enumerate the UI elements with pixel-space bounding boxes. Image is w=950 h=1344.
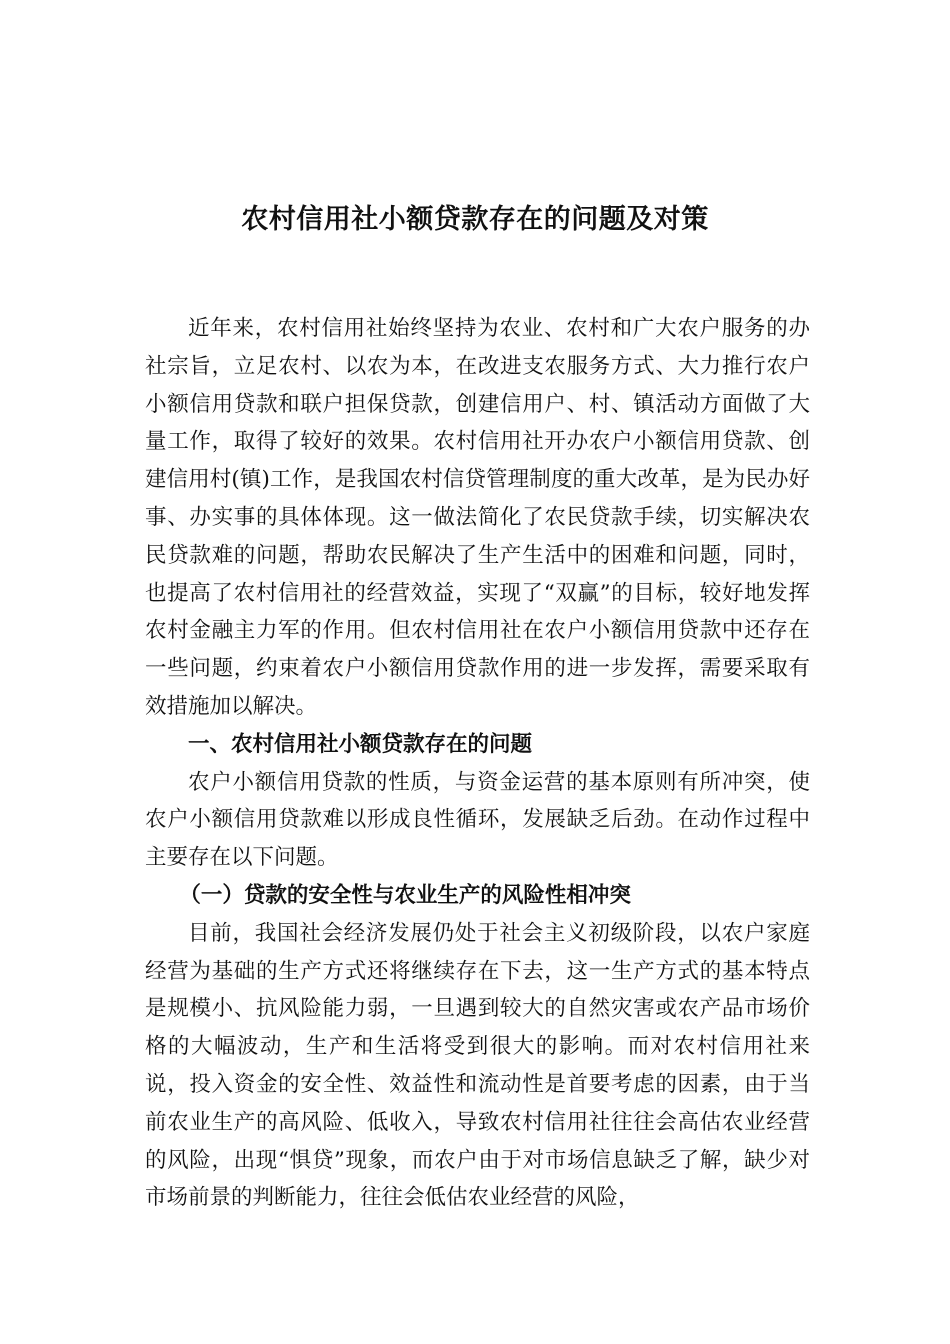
- document-body: [145, 310, 810, 1217]
- section-heading-1: 一、农村信用社小额贷款存在的问题: [188, 731, 533, 757]
- section-1-paragraph: 农户小额信用贷款的性质，与资金运营的基本原则有所冲突，使农户小额信用贷款难以形成良性循环，发展缺乏后劲。在动作过程中主要存在以下问题。: [145, 769, 810, 871]
- intro-paragraph: 近年来，农村信用社始终坚持为农业、农村和广大农户服务的办社宗旨，立足农村、以农为本，在改进支农服务方式、大力推行农户小额信用贷款和联户担保贷款，创建信用户、村、镇活动方面做了大量工作，取得了较好的效果。农村信用社开办农户小额信用贷款、创建信用村(镇)工作，是我国农村信贷管理制度的重大改革，是为民办好事、办实事的具体体现。这一做法简化了农民贷款手续，切实解决农民贷款难的问题，帮助农民解决了生产生活中的困难和问题，同时，也提高了农村信用社的经营效益，实现了“双赢”的目标，较好地发挥农村金融主力军的作用。但农村信用社在农户小额信用贷款中还存在一些问题，约束着农户小额信用贷款作用的进一步发挥，需要采取有效措施加以解决。: [145, 316, 810, 719]
- subsection-heading-1: （一）贷款的安全性与农业生产的风险性相冲突: [179, 882, 631, 908]
- subsection-1-paragraph: 目前，我国社会经济发展仍处于社会主义初级阶段，以农户家庭经营为基础的生产方式还将继续存在下去，这一生产方式的基本特点是规模小、抗风险能力弱，一旦遇到较大的自然灾害或农产品市场价格的大幅波动，生产和生活将受到很大的影响。而对农村信用社来说，投入资金的安全性、效益性和流动性是首要考虑的因素，由于当前农业生产的高风险、低收入，导致农村信用社往往会高估农业经营的风险，出现“惧贷”现象，而农户由于对市场信息缺乏了解，缺少对市场前景的判断能力，往往会低估农业经营的风险，: [145, 920, 810, 1211]
- document-title: 农村信用社小额贷款存在的问题及对策: [241, 204, 709, 235]
